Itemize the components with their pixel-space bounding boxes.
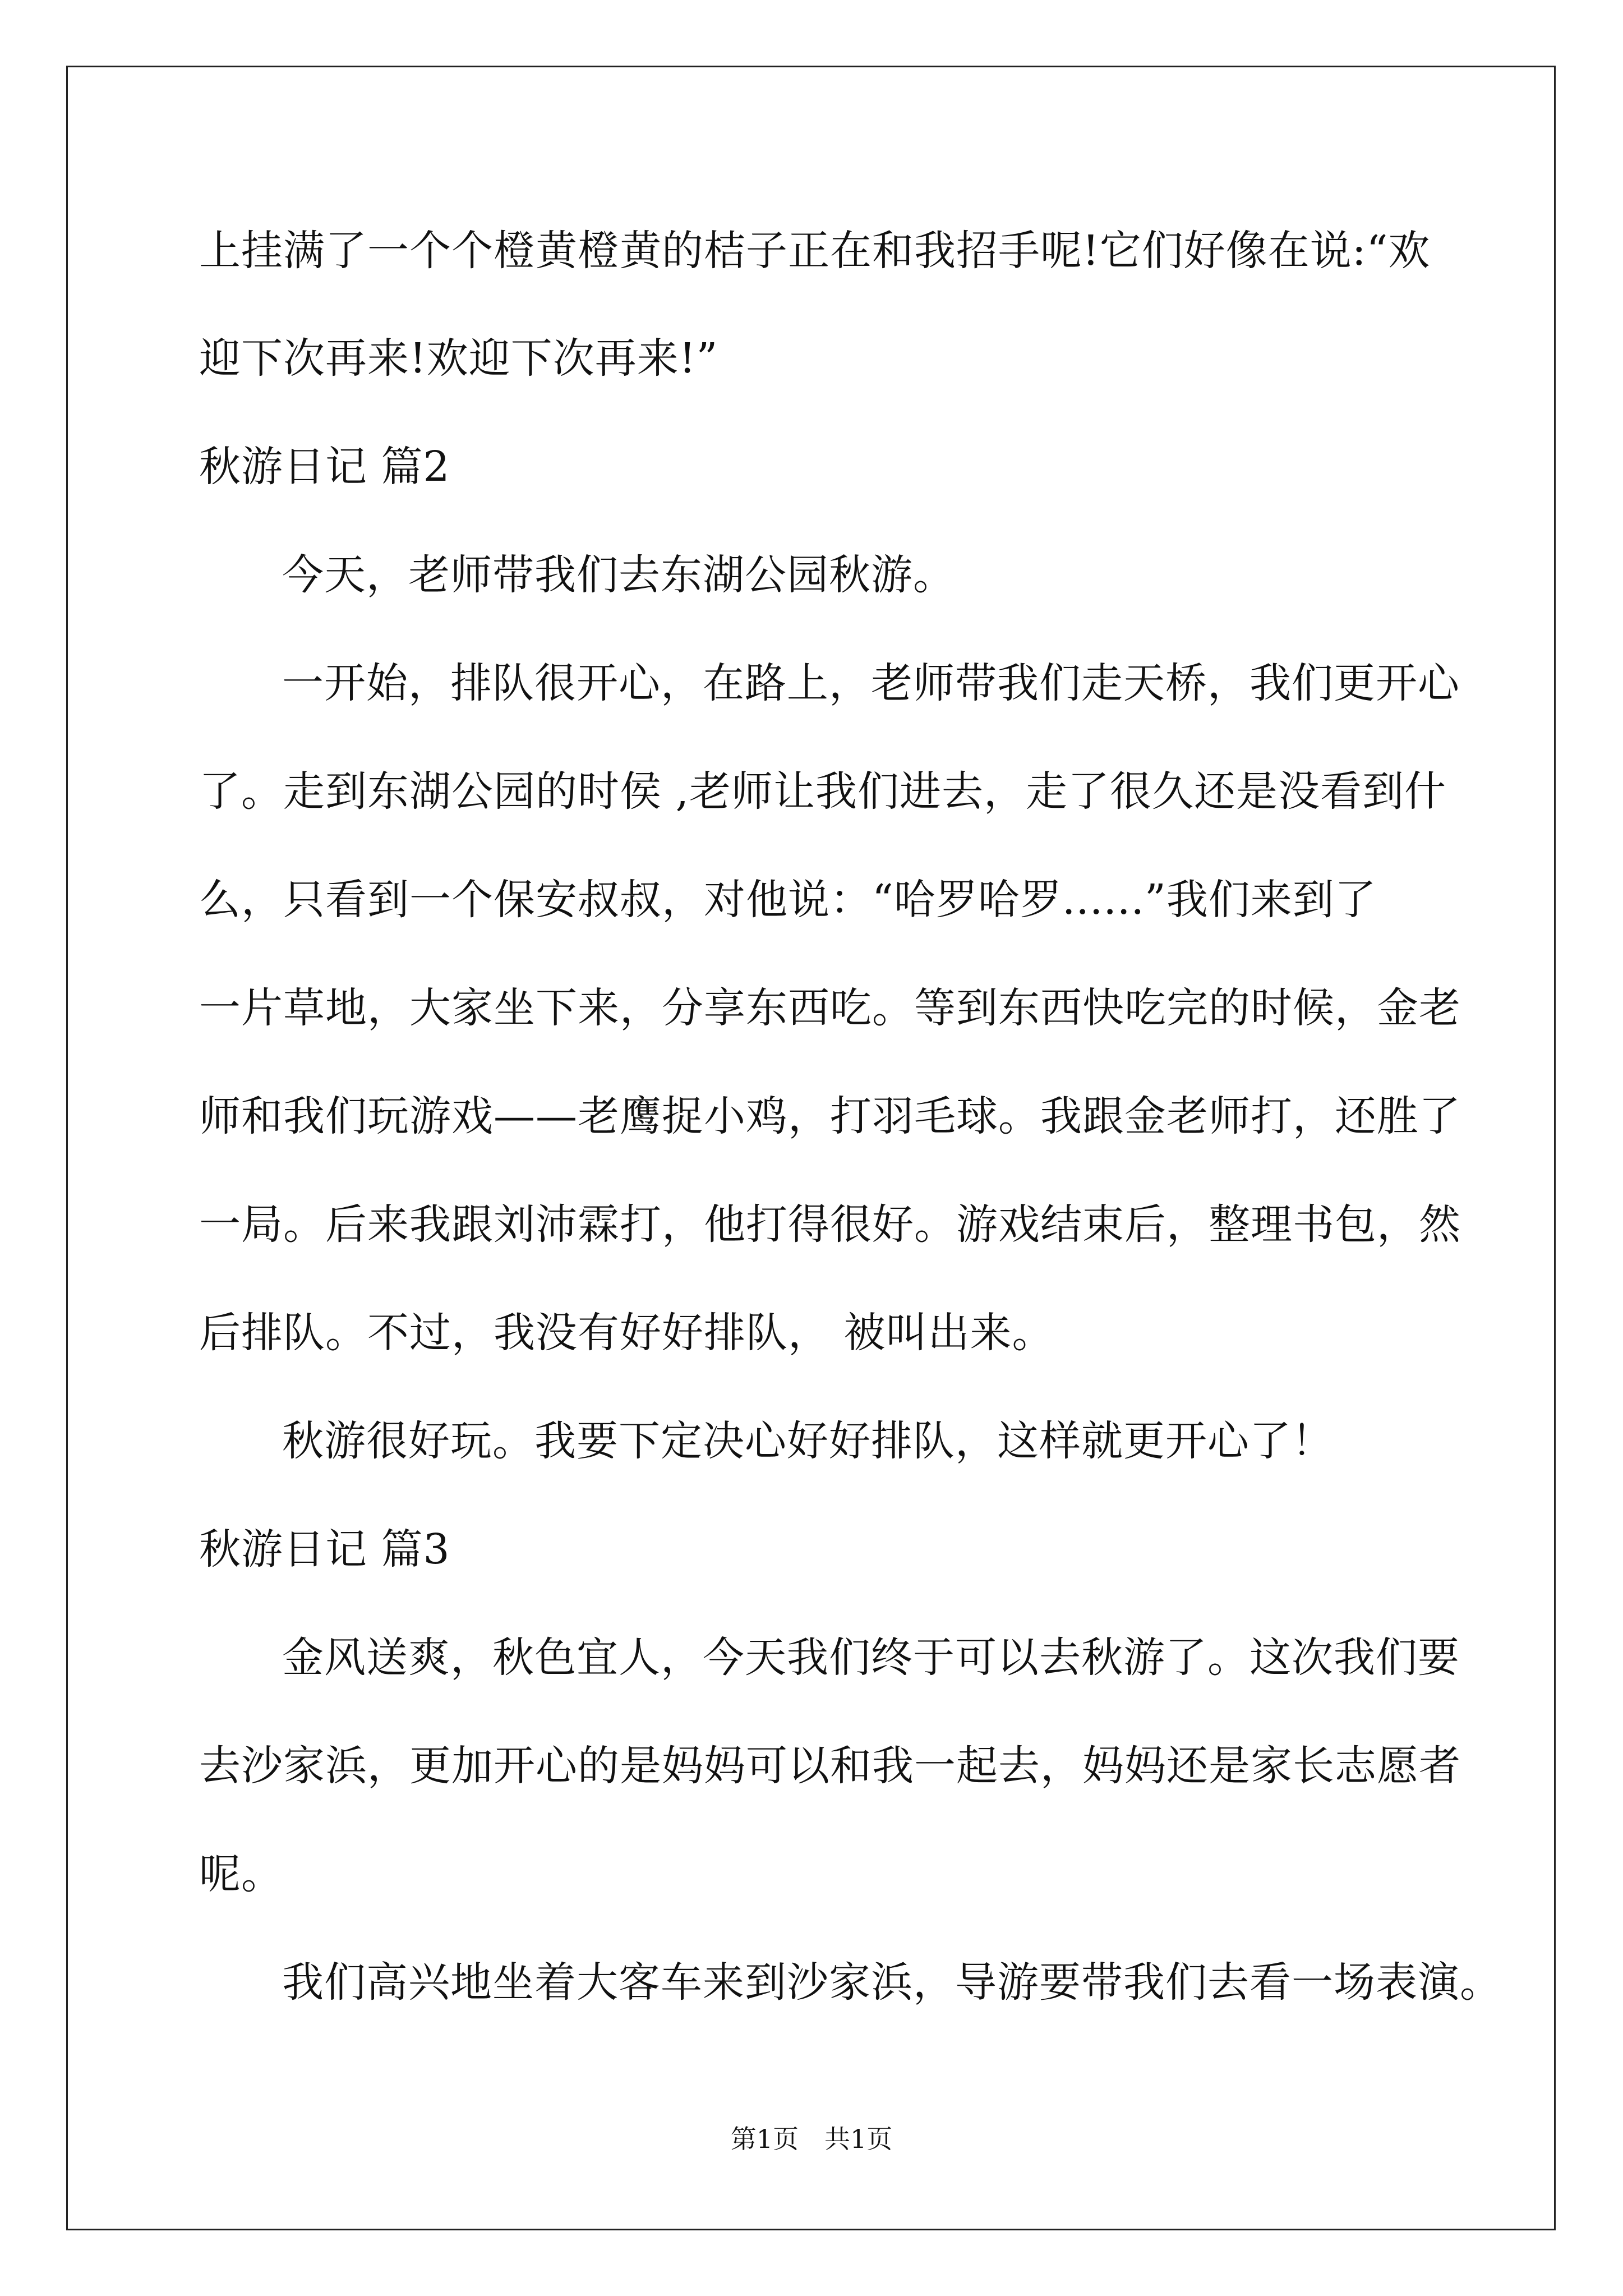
paragraph-line: 一局。后来我跟刘沛霖打，他打得很好。游戏结束后，整理书包，然 [199,1200,1461,1249]
paragraph-line: 今天，老师带我们去东湖公园秋游。 [282,551,955,599]
paragraph-line: 我们高兴地坐着大客车来到沙家浜，导游要带我们去看一场表演。 [282,1958,1502,2007]
paragraph-line: 师和我们玩游戏——老鹰捉小鸡，打羽毛球。我跟金老师打，还胜了 [199,1092,1461,1140]
paragraph-line: 么，只看到一个保安叔叔，对他说：“哈罗哈罗......”我们来到了 [199,876,1377,924]
paragraph-line: 了。走到东湖公园的时侯 ,老师让我们进去，走了很久还是没看到什 [199,767,1447,816]
section-heading: 秋游日记 篇3 [199,1525,450,1573]
paragraph-line: 迎下次再来!欢迎下次再来!” [199,334,718,383]
paragraph-line: 呢。 [199,1850,283,1898]
paragraph-line: 后排队。不过，我没有好好排队， 被叫出来。 [199,1309,1054,1357]
paragraph-line: 一开始，排队很开心，在路上，老师带我们走天桥，我们更开心 [282,659,1460,707]
paragraph-line: 去沙家浜，更加开心的是妈妈可以和我一起去，妈妈还是家长志愿者 [199,1742,1461,1790]
paragraph-line: 一片草地，大家坐下来，分享东西吃。等到东西快吃完的时候，金老 [199,984,1461,1032]
section-heading: 秋游日记 篇2 [199,443,450,491]
page-footer: 第1页 共1页 [730,2124,893,2154]
paragraph-line: 金风送爽，秋色宜人，今天我们终于可以去秋游了。这次我们要 [282,1634,1460,1682]
page-border [66,66,1556,2230]
paragraph-line: 上挂满了一个个橙黄橙黄的桔子正在和我招手呢!它们好像在说:“欢 [199,227,1431,275]
paragraph-line: 秋游很好玩。我要下定决心好好排队，这样就更开心了！ [282,1417,1334,1465]
